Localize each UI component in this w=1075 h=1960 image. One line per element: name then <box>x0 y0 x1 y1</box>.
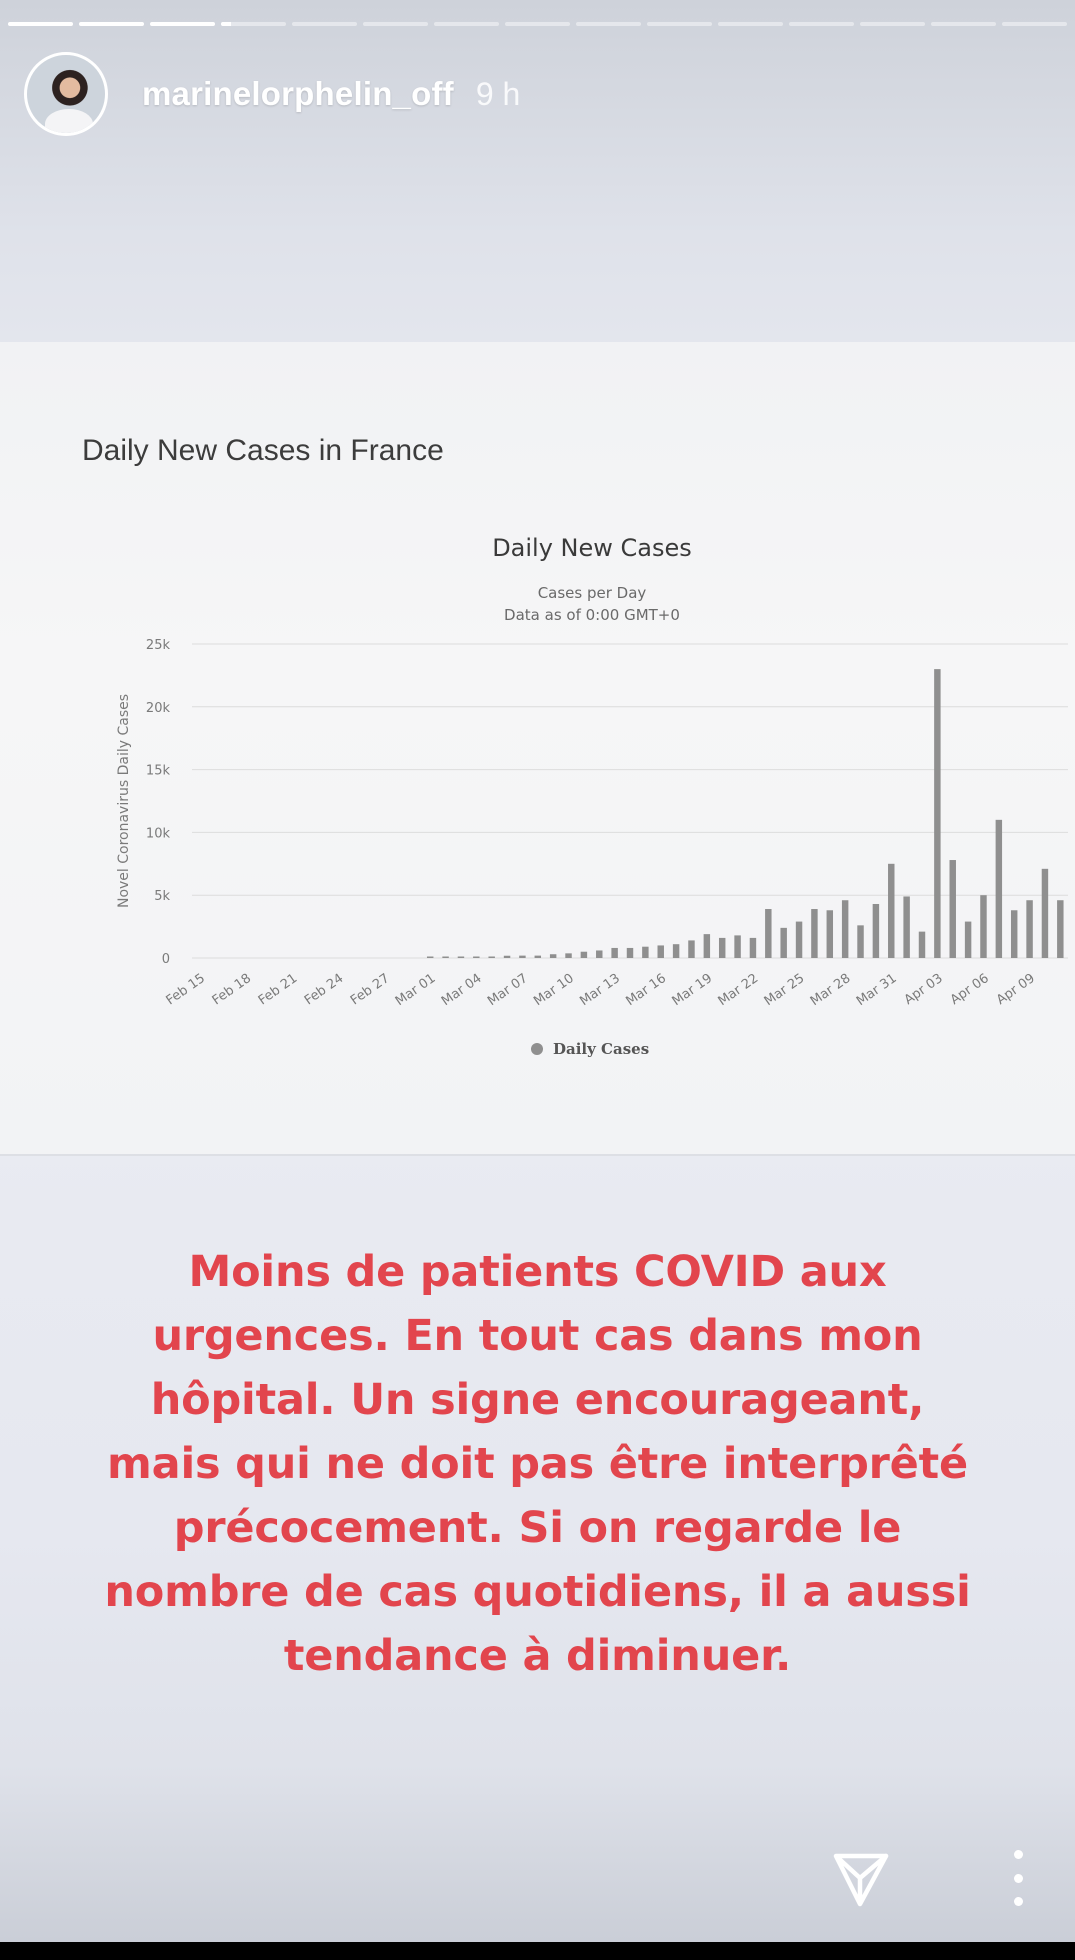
progress-segment <box>434 22 499 26</box>
bar-daily-cases <box>442 957 448 959</box>
x-tick-label: Mar 01 <box>392 970 439 1010</box>
bar-daily-cases <box>734 935 740 958</box>
caption-line: nombre de cas quotidiens, il a aussi <box>104 1567 971 1617</box>
bar-daily-cases <box>765 909 771 958</box>
bar-daily-cases <box>596 950 602 958</box>
x-tick-label: Feb 24 <box>301 970 347 1009</box>
x-tick-label: Mar 07 <box>485 970 531 1010</box>
progress-segment <box>718 22 783 26</box>
y-tick-label: 15k <box>145 763 170 779</box>
bar-daily-cases <box>581 952 587 958</box>
chart-title: Daily New Cases <box>492 534 692 562</box>
progress-segment <box>292 22 357 26</box>
bar-daily-cases <box>950 860 956 958</box>
bar-daily-cases <box>535 956 541 958</box>
bar-daily-cases <box>519 956 525 958</box>
story-progress-bar <box>8 22 1067 26</box>
x-tick-label: Feb 18 <box>209 970 255 1009</box>
x-tick-label: Mar 13 <box>577 970 623 1010</box>
progress-segment <box>8 22 73 26</box>
bar-daily-cases <box>458 957 464 959</box>
bar-daily-cases <box>642 947 648 958</box>
bar-daily-cases <box>673 944 679 958</box>
bar-daily-cases <box>1026 900 1032 958</box>
more-dot <box>1014 1850 1023 1859</box>
bar-daily-cases <box>873 904 879 958</box>
x-tick-label: Apr 09 <box>993 970 1038 1009</box>
x-tick-label: Mar 22 <box>715 970 762 1010</box>
bar-daily-cases <box>504 956 510 958</box>
post-time: 9 h <box>475 75 521 112</box>
more-dot <box>1014 1874 1023 1883</box>
bar-daily-cases <box>827 910 833 958</box>
progress-segment <box>789 22 854 26</box>
bar-daily-cases <box>1011 910 1017 958</box>
bar-daily-cases <box>842 900 848 958</box>
bar-daily-cases <box>1042 869 1048 958</box>
story-header <box>24 52 520 136</box>
x-tick-label: Feb 27 <box>347 970 393 1009</box>
x-tick-label: Apr 06 <box>947 970 992 1009</box>
bar-daily-cases <box>719 938 725 958</box>
chart-subtitle: Cases per Day <box>537 584 647 602</box>
bar-daily-cases <box>780 928 786 958</box>
more-icon[interactable] <box>1006 1850 1030 1906</box>
y-tick-label: 25k <box>145 638 170 653</box>
y-tick-label: 10k <box>145 826 170 842</box>
caption-line: précocement. Si on regarde le <box>173 1503 902 1553</box>
x-tick-label: Mar 28 <box>807 970 854 1010</box>
more-dot <box>1014 1897 1023 1906</box>
bar-daily-cases <box>750 938 756 958</box>
y-tick-label: 20k <box>145 700 170 716</box>
bar-daily-cases <box>704 934 710 958</box>
system-bottom-bar <box>0 1942 1075 1960</box>
profile-avatar[interactable] <box>24 52 108 136</box>
bar-daily-cases <box>427 957 433 959</box>
bar-daily-cases <box>965 922 971 958</box>
x-tick-label: Feb 21 <box>255 970 301 1009</box>
progress-segment <box>1002 22 1067 26</box>
bar-daily-cases <box>611 948 617 958</box>
x-tick-label: Mar 19 <box>669 970 716 1010</box>
username[interactable]: marinelorphelin_off <box>142 75 454 112</box>
caption-line: Moins de patients COVID aux <box>188 1247 887 1297</box>
bar-daily-cases <box>888 864 894 958</box>
x-tick-label: Mar 10 <box>531 970 577 1010</box>
bar-daily-cases <box>903 896 909 958</box>
progress-segment <box>221 22 286 26</box>
bar-daily-cases <box>688 940 694 958</box>
x-tick-label: Mar 25 <box>761 970 808 1010</box>
progress-segment <box>860 22 925 26</box>
legend-marker <box>531 1043 543 1055</box>
daily-cases-chart <box>0 342 1075 1154</box>
caption-line: tendance à diminuer. <box>283 1631 792 1681</box>
bar-daily-cases <box>1057 900 1063 958</box>
chart-subtitle-date: Data as of 0:00 GMT+0 <box>504 606 680 624</box>
send-icon[interactable] <box>830 1848 892 1910</box>
bar-daily-cases <box>565 953 571 958</box>
y-tick-label: 5k <box>154 889 170 905</box>
progress-segment <box>931 22 996 26</box>
bar-daily-cases <box>658 945 664 958</box>
progress-segment <box>576 22 641 26</box>
x-tick-label: Feb 15 <box>163 970 208 1009</box>
legend-label: Daily Cases <box>553 1040 650 1058</box>
x-tick-label: Mar 16 <box>623 970 670 1010</box>
x-tick-label: Mar 31 <box>853 970 900 1010</box>
bar-daily-cases <box>919 932 925 958</box>
bar-daily-cases <box>488 957 494 959</box>
caption-line: mais qui ne doit pas être interprêté <box>107 1439 968 1489</box>
progress-segment <box>647 22 712 26</box>
bar-daily-cases <box>627 948 633 958</box>
bar-daily-cases <box>996 820 1002 958</box>
bar-daily-cases <box>934 669 940 958</box>
photo-title: Daily New Cases in France <box>82 434 444 467</box>
story-caption <box>60 1240 1015 1688</box>
progress-segment <box>363 22 428 26</box>
y-axis-label: Novel Coronavirus Daily Cases <box>116 693 132 909</box>
story-photo <box>0 342 1075 1154</box>
caption-line: hôpital. Un signe encourageant, <box>150 1375 925 1425</box>
y-tick-label: 0 <box>161 952 170 967</box>
x-tick-label: Apr 03 <box>901 970 946 1009</box>
bar-daily-cases <box>980 895 986 958</box>
progress-segment <box>79 22 144 26</box>
x-tick-label: Mar 04 <box>438 970 485 1010</box>
progress-segment <box>150 22 215 26</box>
bar-daily-cases <box>473 957 479 959</box>
bar-daily-cases <box>550 954 556 958</box>
bar-daily-cases <box>857 925 863 958</box>
bar-daily-cases <box>811 909 817 958</box>
caption-line: urgences. En tout cas dans mon <box>152 1311 923 1361</box>
progress-segment <box>505 22 570 26</box>
bar-daily-cases <box>796 922 802 958</box>
